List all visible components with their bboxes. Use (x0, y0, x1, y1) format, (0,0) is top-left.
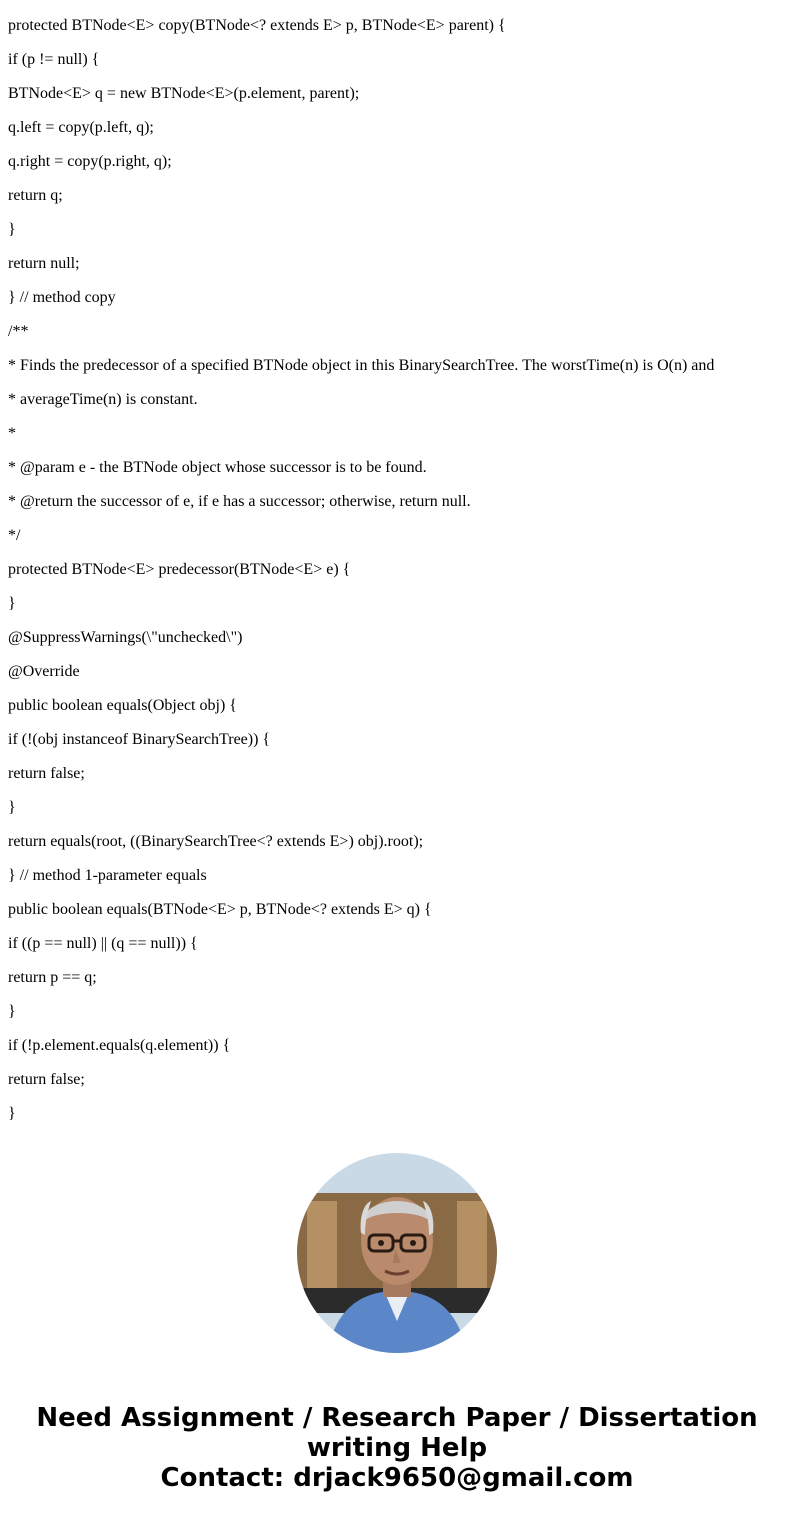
code-line: return false; (8, 1071, 85, 1088)
code-line: protected BTNode<E> predecessor(BTNode<E> e) { (8, 561, 351, 578)
promo-banner (0, 1403, 794, 1493)
code-line: return false; (8, 765, 85, 782)
promo-contact-line: Contact: drjack9650@gmail.com (160, 1463, 634, 1493)
code-line: return equals(root, ((BinarySearchTree<? extends E>) obj).root); (8, 833, 424, 850)
code-line: q.left = copy(p.left, q); (8, 119, 154, 136)
code-line: * averageTime(n) is constant. (8, 391, 198, 408)
promo-line-2: writing Help (306, 1433, 488, 1463)
code-line: } // method copy (8, 289, 116, 306)
code-line: * (8, 425, 16, 442)
code-line: public boolean equals(Object obj) { (8, 697, 237, 714)
author-avatar (297, 1153, 497, 1353)
code-line: if (p != null) { (8, 51, 100, 68)
code-line: return p == q; (8, 969, 97, 986)
promo-line-1: Need Assignment / Research Paper / Dissertation (36, 1403, 758, 1433)
code-line: @Override (8, 663, 80, 680)
code-line: } (8, 799, 16, 816)
code-line: if (!p.element.equals(q.element)) { (8, 1037, 231, 1054)
code-line: } (8, 221, 16, 238)
code-line: protected BTNode<E> copy(BTNode<? extends E> p, BTNode<E> parent) { (8, 17, 506, 34)
code-line: public boolean equals(BTNode<E> p, BTNode<? extends E> q) { (8, 901, 432, 918)
code-line: } (8, 1003, 16, 1020)
code-line: } // method 1-parameter equals (8, 867, 207, 884)
code-line: BTNode<E> q = new BTNode<E>(p.element, parent); (8, 85, 360, 102)
code-line: /** (8, 323, 29, 340)
author-portrait-image (297, 1153, 497, 1353)
code-line: } (8, 595, 16, 612)
code-line: return q; (8, 187, 63, 204)
code-line: } (8, 1105, 16, 1122)
code-line: * Finds the predecessor of a specified BTNode object in this BinarySearchTree. The worstTime(n) is O(n) and (8, 357, 715, 374)
code-line: return null; (8, 255, 80, 272)
code-line: @SuppressWarnings(\"unchecked\") (8, 629, 243, 646)
code-line: * @return the successor of e, if e has a successor; otherwise, return null. (8, 493, 471, 510)
code-line: if ((p == null) || (q == null)) { (8, 935, 198, 952)
code-line: if (!(obj instanceof BinarySearchTree)) { (8, 731, 271, 748)
code-listing (8, 0, 788, 1122)
code-line: q.right = copy(p.right, q); (8, 153, 172, 170)
code-line: * @param e - the BTNode object whose successor is to be found. (8, 459, 427, 476)
code-line: */ (8, 527, 21, 544)
